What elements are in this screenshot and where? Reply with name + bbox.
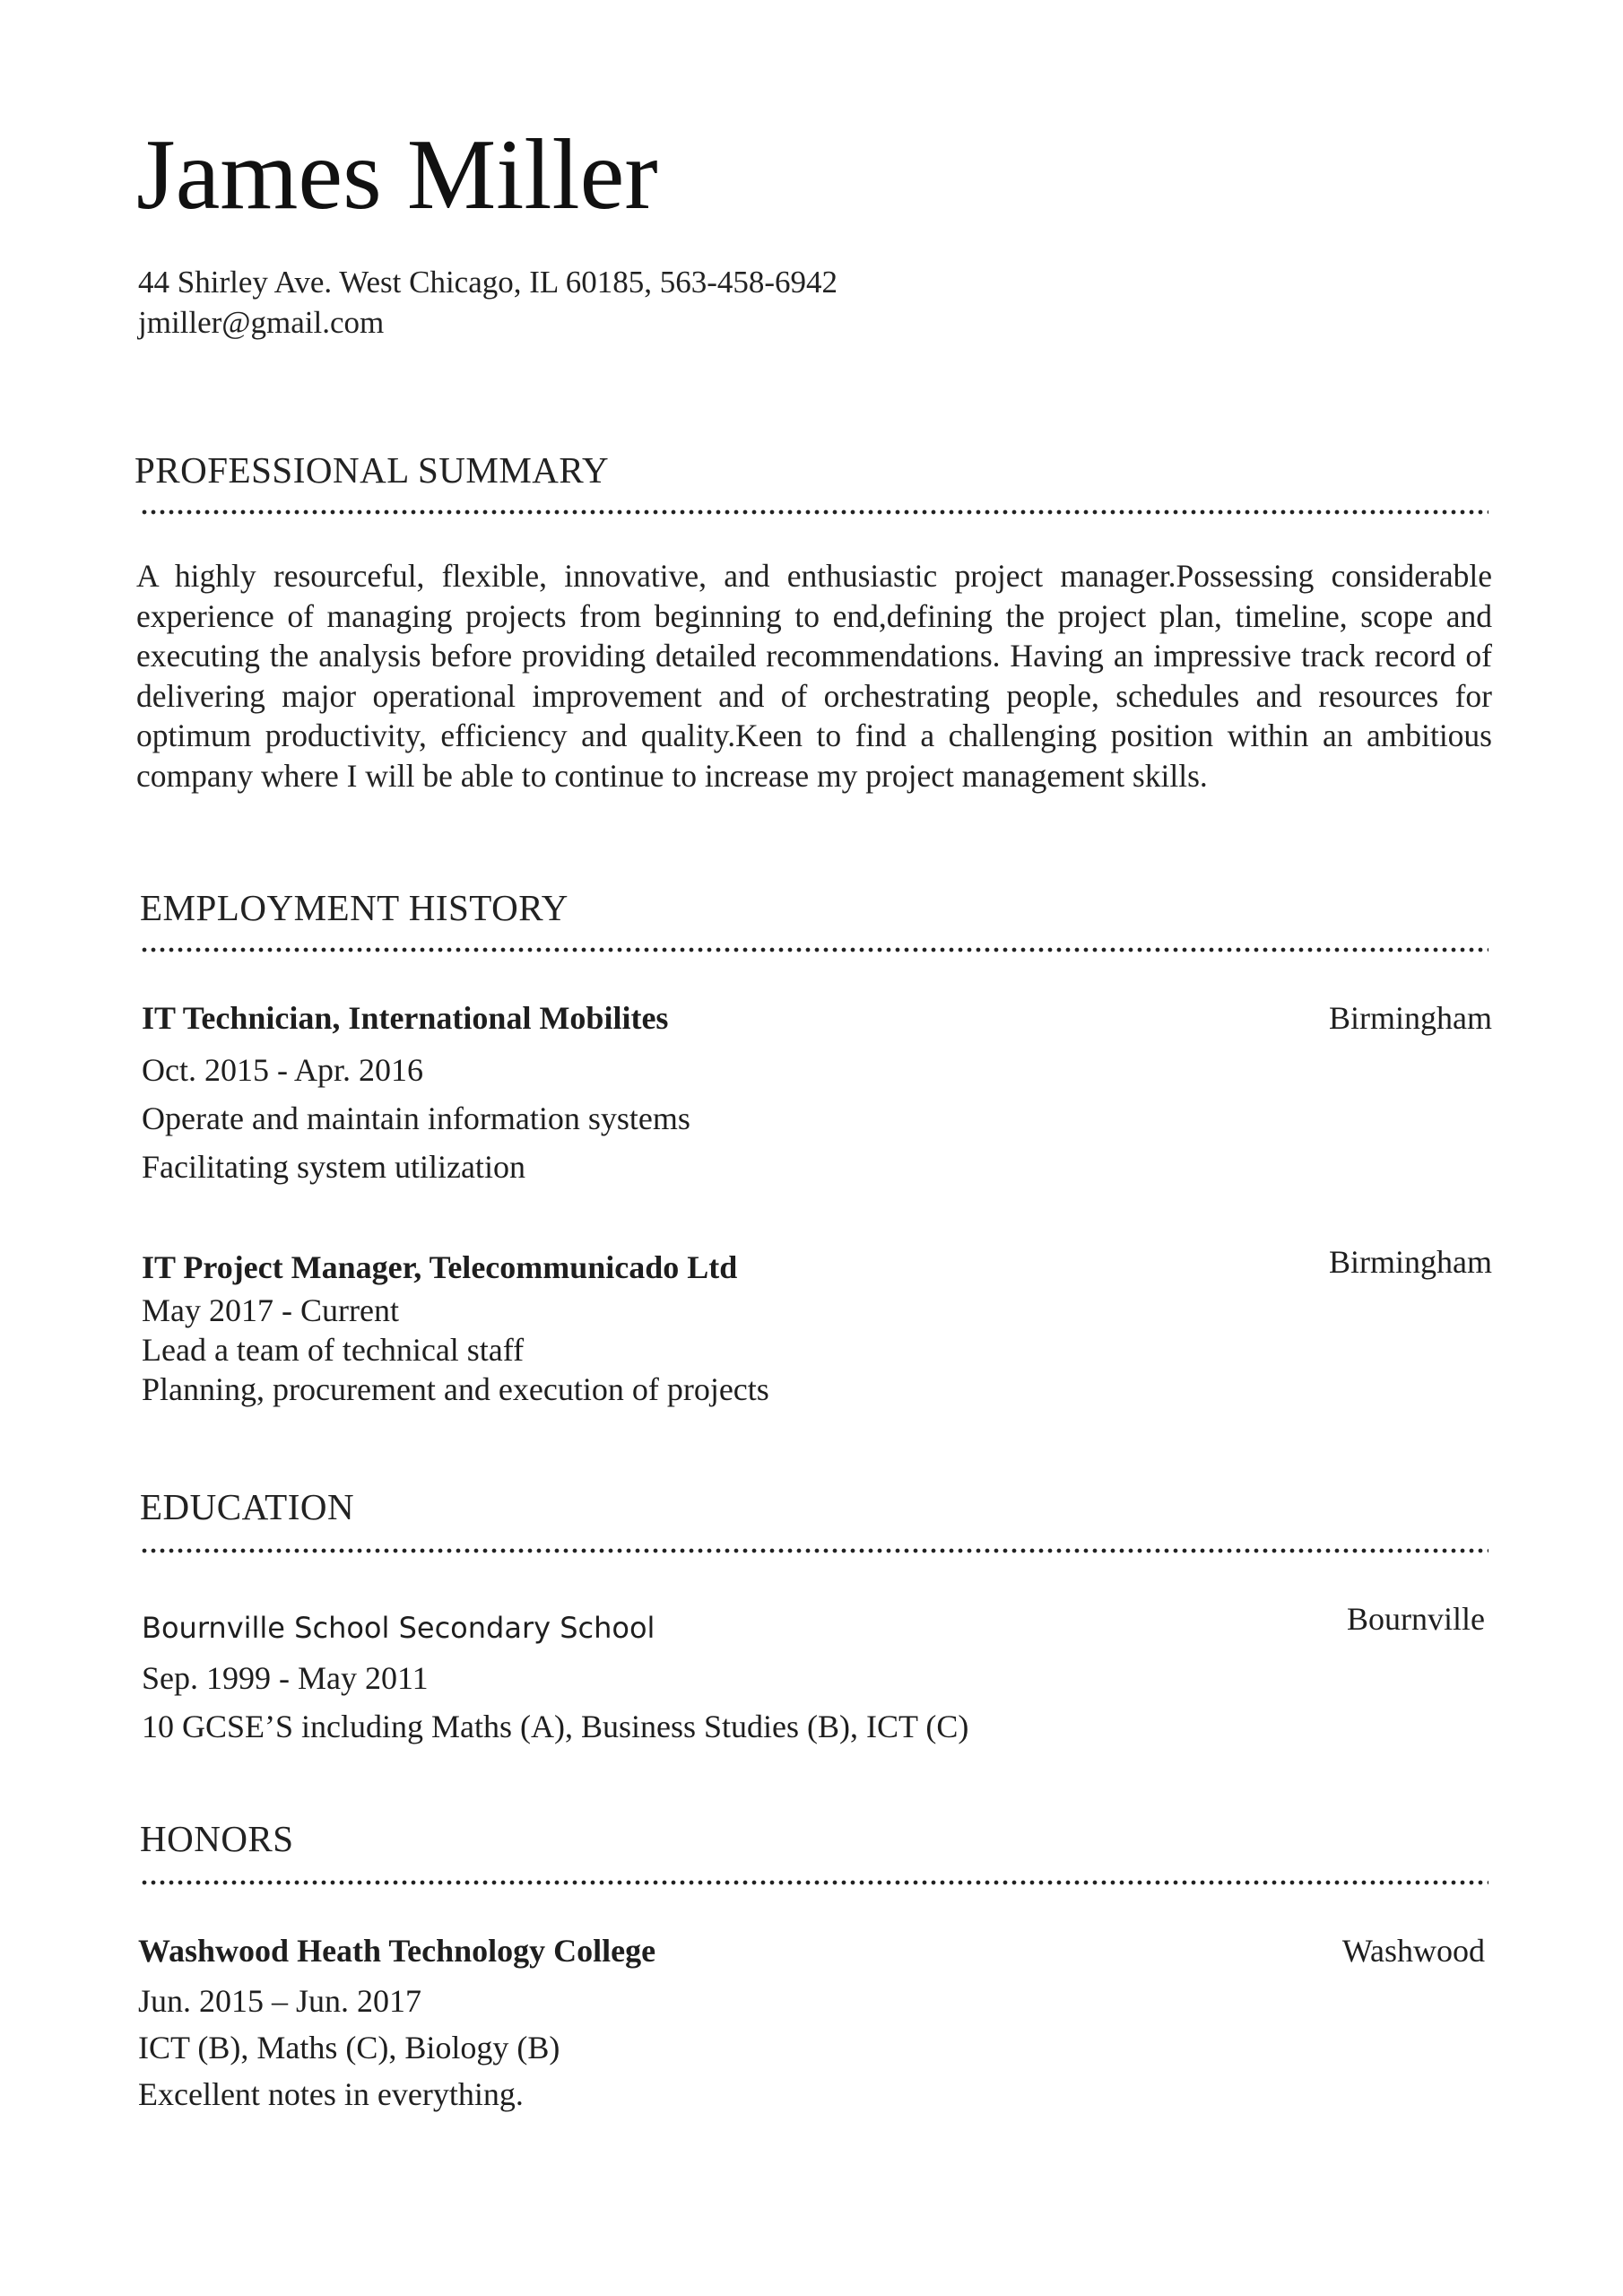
honors-divider [140, 1880, 1488, 1885]
job-dates: May 2017 - Current [142, 1292, 399, 1328]
candidate-name: James Miller [136, 119, 658, 230]
job-duty: Operate and maintain information systems [142, 1100, 690, 1136]
summary-text: A highly resourceful, flexible, innovative, and enthusiastic project manager.Possessing considerable experience of managing projects from beginning to end,defining the project plan, timeline, scope and executing the analysis before providing detailed recommendations. Having an impressive track record of delivering major operational improvement and of orchestrating people, schedules and resources for optimum productivity, efficiency and quality.Keen to find a challenging position within an ambitious company where I will be able to continue to increase my project management skills. [136, 558, 1492, 794]
job-title: IT Project Manager, Telecommunicado Ltd [142, 1249, 738, 1285]
contact-block [138, 262, 838, 343]
education-heading: EDUCATION [140, 1486, 355, 1527]
email-address: jmiller@gmail.com [138, 305, 385, 340]
school-location: Bournville [1347, 1601, 1485, 1637]
job-location: Birmingham [1329, 1000, 1492, 1036]
education-divider [140, 1548, 1488, 1553]
education-details: 10 GCSE’S including Maths (A), Business Studies (B), ICT (C) [142, 1709, 969, 1744]
job-duty: Planning, procurement and execution of projects [142, 1371, 769, 1407]
summary-heading: PROFESSIONAL SUMMARY [135, 449, 610, 491]
job-duty: Lead a team of technical staff [142, 1332, 525, 1368]
honors-grades: ICT (B), Maths (C), Biology (B) [138, 2030, 560, 2066]
job-title: IT Technician, International Mobilites [142, 1000, 669, 1036]
school-name: Bournville School Secondary School [142, 1611, 655, 1645]
honors-note: Excellent notes in everything. [138, 2076, 524, 2112]
honors-location: Washwood [1341, 1933, 1485, 1969]
education-dates: Sep. 1999 - May 2011 [142, 1660, 429, 1696]
job-duty: Facilitating system utilization [142, 1149, 525, 1185]
honors-heading: HONORS [140, 1818, 294, 1859]
address-line: 44 Shirley Ave. West Chicago, IL 60185, 563-458-6942 [138, 265, 838, 300]
employment-divider [140, 947, 1488, 952]
summary-divider [140, 509, 1488, 515]
job-location: Birmingham [1329, 1244, 1492, 1280]
honors-institution: Washwood Heath Technology College [138, 1933, 656, 1969]
honors-dates: Jun. 2015 – Jun. 2017 [138, 1983, 422, 2019]
job-dates: Oct. 2015 - Apr. 2016 [142, 1052, 423, 1088]
employment-heading: EMPLOYMENT HISTORY [140, 887, 568, 928]
